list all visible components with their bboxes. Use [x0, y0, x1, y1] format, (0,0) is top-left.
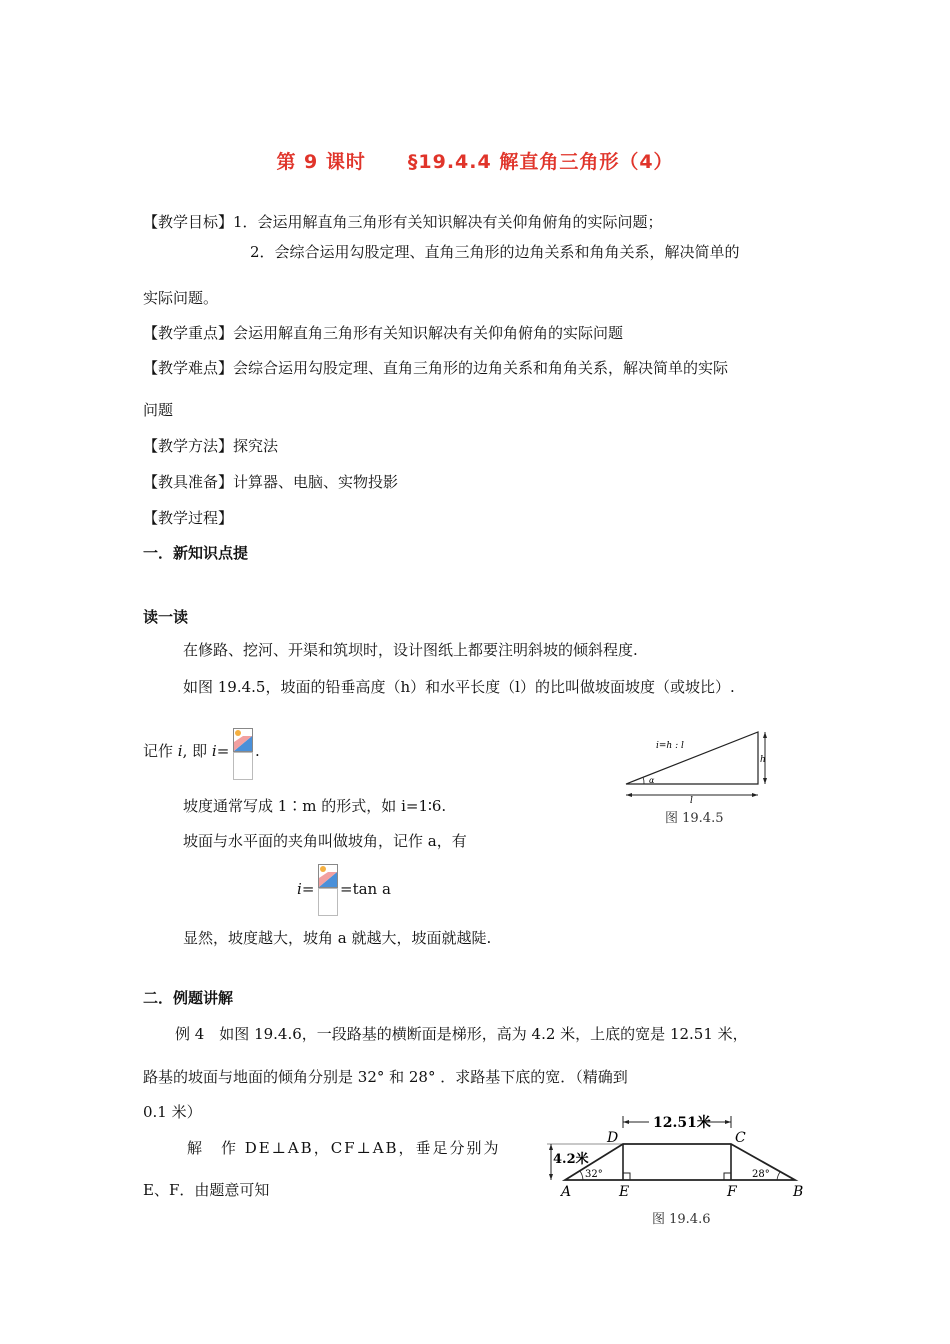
section2-heading: 二．例题讲解 [143, 989, 234, 1007]
length-arrow-left [626, 793, 632, 797]
right-angle-E [623, 1173, 630, 1180]
angle-arc [643, 777, 644, 784]
height-arrow-bottom [763, 778, 767, 784]
read-p6: i= [297, 880, 315, 898]
example-line-1: 例 4 如图 19.4.6，一段路基的横断面是梯形，高为 4.2 米，上底的宽是 12.51 米， [175, 1025, 748, 1043]
difficulty-cont: 问题 [143, 401, 174, 419]
key-point: 【教学重点】会运用解直角三角形有关知识解决有关仰角俯角的实际问题 [143, 324, 624, 342]
read-p1: 在修路、挖河、开渠和筑坝时，设计图纸上都要注明斜坡的倾斜程度. [183, 641, 638, 659]
formula-box-2 [318, 888, 338, 916]
figure-19-4-6 [545, 1110, 810, 1205]
point-D: D [607, 1130, 619, 1146]
process: 【教学过程】 [143, 509, 234, 527]
angle-arc-right [777, 1172, 780, 1180]
read-p2: 如图 19.4.5，坡面的铅垂高度（h）和水平长度（l）的比叫做坡面坡度（或坡比）. [183, 678, 735, 696]
read-p3: 记作 i, 即 i= [143, 742, 230, 760]
top-width-label: 12.51米 [653, 1115, 711, 1131]
height-arrow-top [549, 1144, 553, 1150]
h-label: h [760, 755, 766, 765]
figure-19-4-5 [620, 727, 770, 807]
angle-right-label: 28° [752, 1169, 770, 1180]
point-C: C [735, 1130, 746, 1146]
height-arrow-top [763, 732, 767, 738]
example-line-2: 路基的坡面与地面的倾角分别是 32° 和 28° ．求路基下底的宽．（精确到 [143, 1068, 628, 1086]
figure-19-4-6-caption: 图 19.4.6 [652, 1212, 711, 1227]
tools: 【教具准备】计算器、电脑、实物投影 [143, 473, 399, 491]
formula-box-1 [233, 752, 253, 780]
section1-heading: 一．新知识点提 [143, 544, 249, 562]
formula-image-2 [318, 864, 338, 916]
point-B: B [793, 1184, 804, 1200]
height-label: 4.2米 [553, 1152, 589, 1167]
point-E: E [619, 1184, 630, 1200]
right-angle-F [724, 1173, 731, 1180]
angle-left-label: 32° [585, 1169, 603, 1180]
objectives-line-3: 实际问题。 [143, 289, 219, 307]
read-p4: 坡度通常写成 1∶m 的形式，如 i=1∶6. [183, 797, 447, 815]
figure-19-4-5-caption: 图 19.4.5 [665, 811, 724, 826]
angle-arc-left [580, 1171, 583, 1180]
top-arrow-right [725, 1120, 731, 1124]
top-arrow-left [623, 1120, 629, 1124]
picture-placeholder-icon [233, 728, 253, 752]
difficulty: 【教学难点】会综合运用勾股定理、直角三角形的边角关系和角角关系，解决简单的实际 [143, 359, 729, 377]
formula-image-1 [233, 728, 253, 780]
objectives-line-2: 2．会综合运用勾股定理、直角三角形的边角关系和角角关系，解决简单的 [250, 243, 740, 261]
page-title: 第 9 课时 §19.4.4 解直角三角形（4） [276, 151, 674, 173]
length-arrow-right [752, 793, 758, 797]
height-arrow-bottom [549, 1174, 553, 1180]
solution-line-2: E、F．由题意可知 [143, 1181, 270, 1199]
section1-subheading: 读一读 [143, 608, 189, 626]
ratio-label: i=h : l [656, 741, 684, 751]
read-p7: 显然，坡度越大，坡角 a 就越大，坡面就越陡. [183, 929, 492, 947]
point-F: F [727, 1184, 737, 1200]
read-p5: 坡面与水平面的夹角叫做坡角，记作 a，有 [183, 832, 467, 850]
slope-triangle [626, 732, 758, 784]
read-p6-rest: =tan a [340, 880, 391, 898]
point-A: A [561, 1184, 572, 1200]
read-p3-end: . [255, 742, 260, 760]
method: 【教学方法】探究法 [143, 437, 279, 455]
alpha-label: α [649, 776, 655, 785]
picture-placeholder-icon [318, 864, 338, 888]
objectives-line-1: 【教学目标】1．会运用解直角三角形有关知识解决有关仰角俯角的实际问题； [143, 213, 663, 231]
l-label: l [690, 796, 693, 806]
solution-line-1: 解 作 DE⊥AB，CF⊥AB，垂足分别为 [187, 1139, 501, 1157]
example-line-3: 0.1 米） [143, 1103, 202, 1121]
